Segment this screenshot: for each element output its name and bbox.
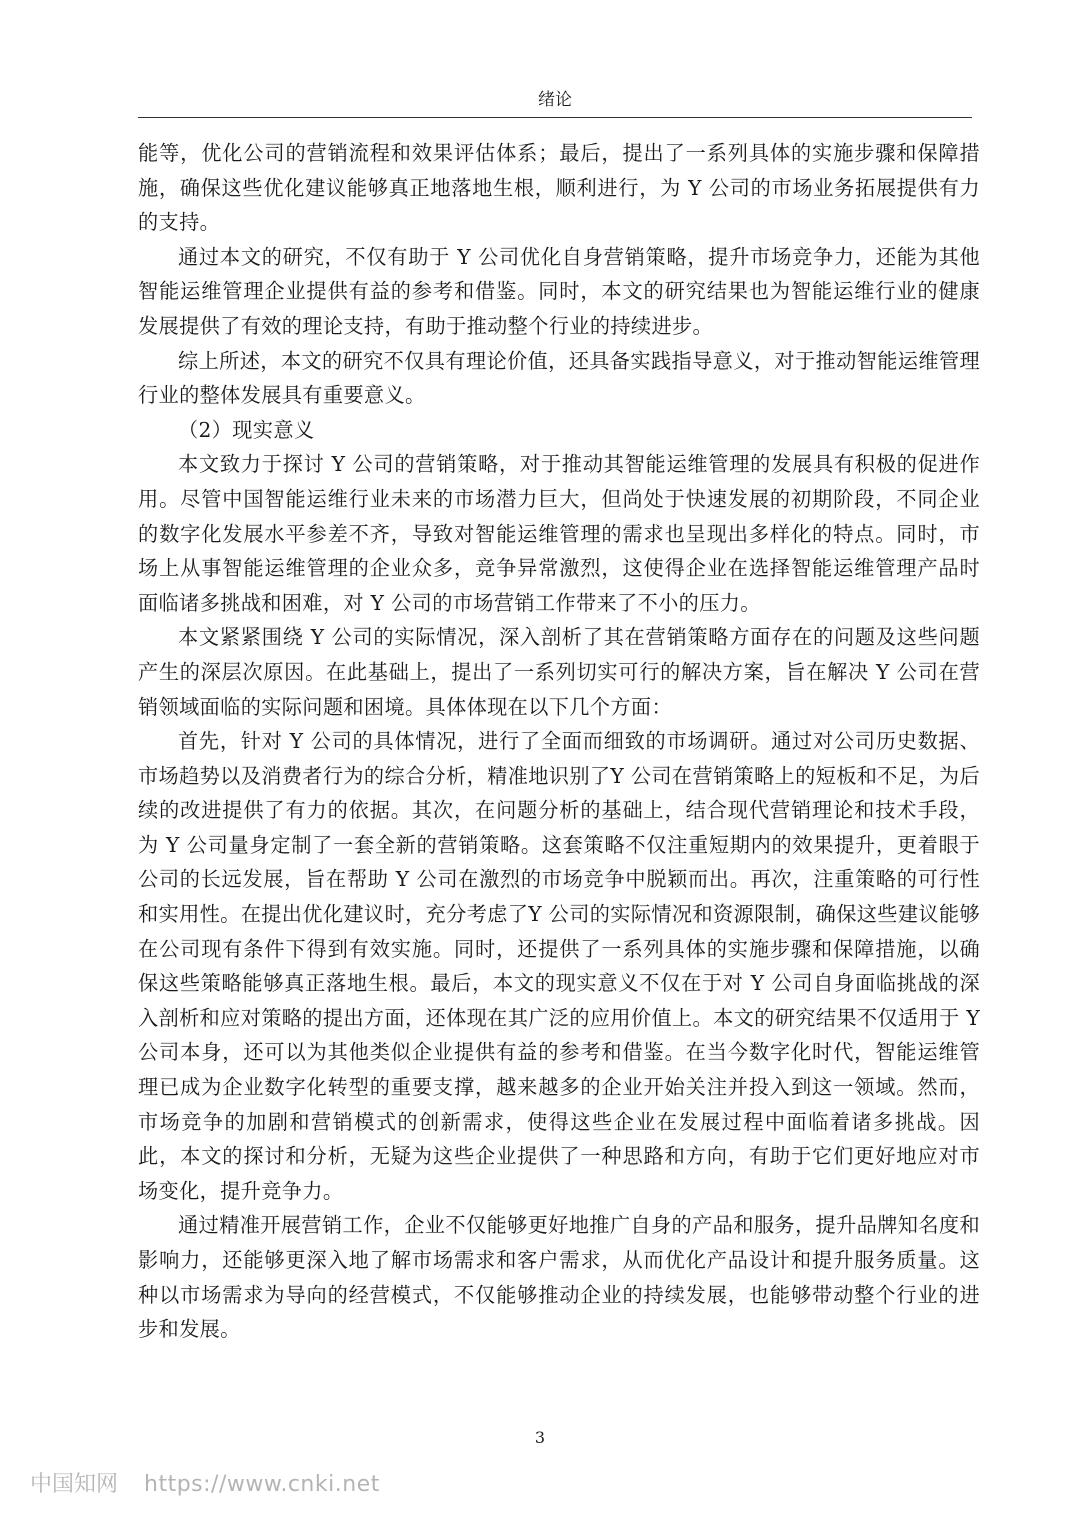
page-number: 3 (534, 1428, 546, 1447)
body-text (138, 136, 980, 1347)
header-rule (138, 117, 972, 118)
running-header: 绪论 (538, 90, 572, 110)
paragraph: 本文紧紧围绕 Y 公司的实际情况，深入剖析了其在营销策略方面存在的问题及这些问题产生的深层次原因。在此基础上，提出了一系列切实可行的解决方案，旨在解决 Y 公司在营销领域面临的实际问题和困境。具体体现在以下几个方面： (138, 625, 980, 719)
paragraph: 通过本文的研究，不仅有助于 Y 公司优化自身营销策略，提升市场竞争力，还能为其他智能运维管理企业提供有益的参考和借鉴。同时，本文的研究结果也为智能运维行业的健康发展提供了有效的理论支持，有助于推动整个行业的持续进步。 (138, 244, 980, 338)
paragraph: 本文致力于探讨 Y 公司的营销策略，对于推动其智能运维管理的发展具有积极的促进作用。尽管中国智能运维行业未来的市场潜力巨大，但尚处于快速发展的初期阶段，不同企业的数字化发展水平参差不齐，导致对智能运维管理的需求也呈现出多样化的特点。同时，市场上从事智能运维管理的企业众多，竞争异常激烈，这使得企业在选择智能运维管理产品时面临诸多挑战和困难，对 Y 公司的市场营销工作带来了不小的压力。 (138, 452, 980, 615)
paragraph: 通过精准开展营销工作，企业不仅能够更好地推广自身的产品和服务，提升品牌知名度和影响力，还能够更深入地了解市场需求和客户需求，从而优化产品设计和提升服务质量。这种以市场需求为导向的经营模式，不仅能够推动企业的持续发展，也能够带动整个行业的进步和发展。 (138, 1213, 980, 1342)
site-url[interactable]: https://www.cnki.net (144, 1472, 380, 1497)
paragraph: 综上所述，本文的研究不仅具有理论价值，还具备实践指导意义，对于推动智能运维管理行业的整体发展具有重要意义。 (138, 348, 980, 408)
subsection-heading: （2）现实意义 (178, 417, 315, 442)
paragraph-continuation: 能等，优化公司的营销流程和效果评估体系；最后，提出了一系列具体的实施步骤和保障措施，确保这些优化建议能够真正地落地生根，顺利进行，为 Y 公司的市场业务拓展提供有力的支持。 (138, 141, 980, 235)
watermark-footer (30, 1468, 380, 1502)
paragraph: 首先，针对 Y 公司的具体情况，进行了全面而细致的市场调研。通过对公司历史数据、市场趋势以及消费者行为的综合分析，精准地识别了Y 公司在营销策略上的短板和不足，为后续的改进提供了有力的依据。其次，在问题分析的基础上，结合现代营销理论和技术手段，为 Y 公司量身定制了一套全新的营销策略。这套策略不仅注重短期内的效果提升，更着眼于公司的长远发展，旨在帮助 Y 公司在激烈的市场竞争中脱颖而出。再次，注重策略的可行性和实用性。在提出优化建议时，充分考虑了Y 公司的实际情况和资源限制，确保这些建议能够在公司现有条件下得到有效实施。同时，还提供了一系列具体的实施步骤和保障措施，以确保这些策略能够真正落地生根。最后，本文的现实意义不仅在于对 Y 公司自身面临挑战的深入剖析和应对策略的提出方面，还体现在其广泛的应用价值上。本文的研究结果不仅适用于 Y 公司本身，还可以为其他类似企业提供有益的参考和借鉴。在当今数字化时代，智能运维管理已成为企业数字化转型的重要支撑，越来越多的企业开始关注并投入到这一领域。然而，市场竞争的加剧和营销模式的创新需求，使得这些企业在发展过程中面临着诸多挑战。因此，本文的探讨和分析，无疑为这些企业提供了一种思路和方向，有助于它们更好地应对市场变化，提升竞争力。 (138, 729, 980, 1203)
site-name: 中国知网 (30, 1472, 119, 1497)
